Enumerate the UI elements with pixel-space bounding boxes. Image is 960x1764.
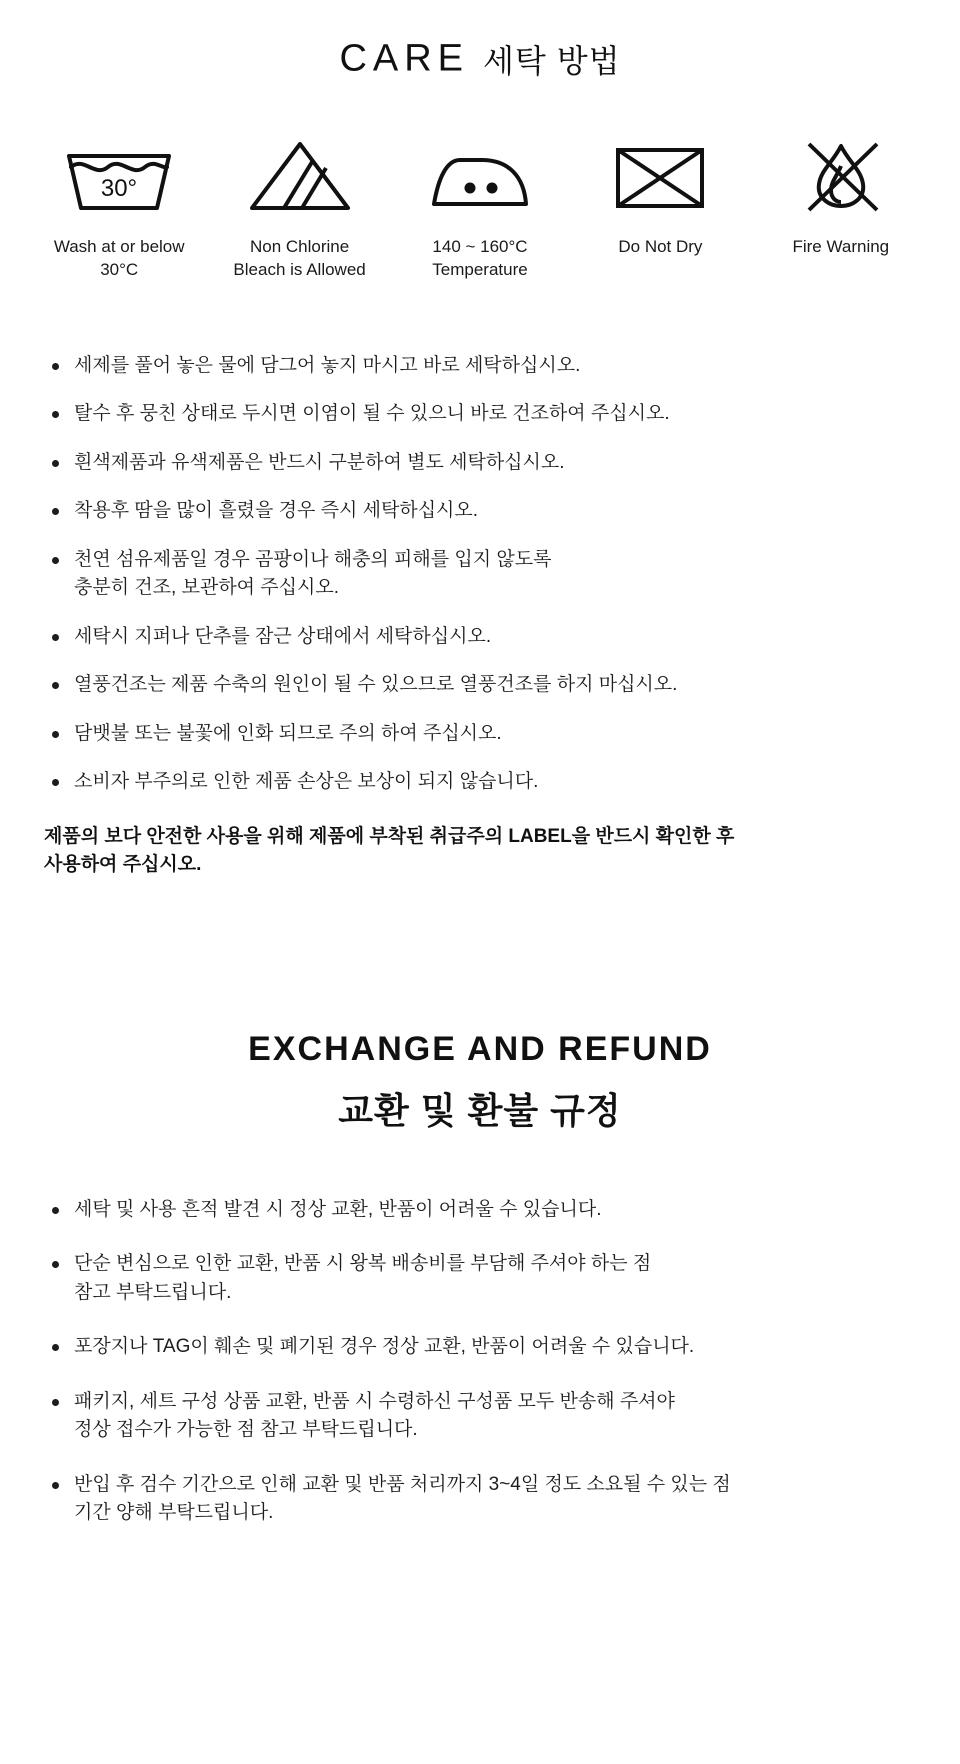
non-chlorine-bleach-triangle-icon bbox=[230, 130, 368, 222]
care-label-note bbox=[0, 823, 960, 880]
note-line: 제품의 보다 안전한 사용을 위해 제품에 부착된 취급주의 LABEL을 반드시 확인한 후 bbox=[44, 825, 735, 847]
note-line: 사용하여 주십시오. bbox=[44, 854, 202, 876]
list-item bbox=[42, 1388, 920, 1445]
care-symbol-wash bbox=[50, 130, 188, 282]
list-item-line: 열풍건조는 제품 수축의 원인이 될 수 있으므로 열풍건조를 하지 마십시오. bbox=[74, 674, 678, 696]
caption-line: Fire Warning bbox=[792, 237, 890, 256]
list-item bbox=[42, 352, 912, 381]
list-item-line: 천연 섬유제품일 경우 곰팡이나 해충의 피해를 입지 않도록 bbox=[74, 548, 552, 570]
care-symbol-bleach bbox=[230, 130, 368, 282]
list-item-line: 착용후 땀을 많이 흘렸을 경우 즉시 세탁하십시오. bbox=[74, 500, 479, 522]
list-item bbox=[42, 720, 912, 749]
caption-line: Wash at or bbox=[53, 237, 136, 256]
iron-two-dots-icon bbox=[411, 130, 549, 222]
list-item bbox=[42, 671, 912, 700]
list-item-line: 패키지, 세트 구성 상품 교환, 반품 시 수령하신 구성품 모두 반송해 주셔야 bbox=[74, 1390, 675, 1412]
list-item-line: 반입 후 검수 기간으로 인해 교환 및 반품 처리까지 3~4일 정도 소요될 수 있는 점 bbox=[74, 1473, 731, 1495]
list-item-line: 정상 접수가 가능한 점 참고 부탁드립니다. bbox=[74, 1419, 418, 1441]
list-item bbox=[42, 1333, 920, 1362]
exchange-heading bbox=[0, 1030, 960, 1134]
list-item bbox=[42, 1250, 920, 1307]
list-item bbox=[42, 768, 912, 797]
care-symbol-wash-caption bbox=[50, 236, 188, 282]
list-item-line: 충분히 건조, 보관하여 주십시오. bbox=[74, 577, 339, 599]
list-item-line: 참고 부탁드립니다. bbox=[74, 1281, 232, 1303]
list-item bbox=[42, 546, 912, 603]
list-item-line: 세탁 및 사용 흔적 발견 시 정상 교환, 반품이 어려울 수 있습니다. bbox=[74, 1198, 602, 1220]
caption-line: 140 ~ 160°C bbox=[432, 237, 528, 256]
list-item-line: 소비자 부주의로 인한 제품 손상은 보상이 되지 않습니다. bbox=[74, 771, 539, 793]
exchange-policy bbox=[0, 1196, 960, 1614]
fire-warning-icon bbox=[772, 130, 910, 222]
wash-temp-label: 30° bbox=[101, 175, 138, 202]
list-item-line: 세제를 풀어 놓은 물에 담그어 놓지 마시고 바로 세탁하십시오. bbox=[74, 354, 581, 376]
list-item bbox=[42, 400, 912, 429]
wash-tub-30-icon bbox=[50, 130, 188, 222]
exchange-title-kr: 교환 및 환불 규정 bbox=[338, 1089, 622, 1131]
care-symbol-row bbox=[0, 130, 960, 282]
list-item bbox=[42, 1471, 920, 1528]
caption-line: Temperature bbox=[432, 259, 528, 279]
care-title-en: CARE bbox=[339, 37, 470, 80]
list-item bbox=[42, 449, 912, 478]
care-symbol-no-dry-caption bbox=[591, 236, 729, 259]
list-item bbox=[42, 623, 912, 652]
care-heading bbox=[0, 0, 960, 82]
list-item-line: 탈수 후 뭉친 상태로 두시면 이염이 될 수 있으니 바로 건조하여 주십시오. bbox=[74, 403, 670, 425]
list-item-line: 흰색제품과 유색제품은 반드시 구분하여 별도 세탁하십시오. bbox=[74, 451, 565, 473]
care-symbol-fire bbox=[772, 130, 910, 259]
caption-line: Allowed bbox=[306, 259, 366, 279]
list-item-line: 담뱃불 또는 불꽃에 인화 되므로 주의 하여 주십시오. bbox=[74, 722, 502, 744]
list-item-line: 포장지나 TAG이 훼손 및 폐기된 경우 정상 교환, 반품이 어려울 수 있습니다. bbox=[74, 1336, 695, 1358]
list-item-line: 기간 양해 부탁드립니다. bbox=[74, 1502, 274, 1524]
exchange-title-en: EXCHANGE AND REFUND bbox=[248, 1029, 712, 1068]
do-not-tumble-dry-icon bbox=[591, 130, 729, 222]
caption-line: Non Chlorine bbox=[249, 237, 350, 256]
list-item-line: 단순 변심으로 인한 교환, 반품 시 왕복 배송비를 부담해 주셔야 하는 점 bbox=[74, 1253, 652, 1275]
caption-line: below 30°C bbox=[100, 237, 185, 279]
exchange-policy-list bbox=[42, 1196, 920, 1528]
caption-line: Bleach is bbox=[233, 259, 303, 279]
care-symbol-bleach-caption bbox=[230, 236, 368, 282]
care-symbol-iron bbox=[411, 130, 549, 282]
care-instructions bbox=[0, 352, 960, 797]
care-symbol-no-dry bbox=[591, 130, 729, 259]
list-item bbox=[42, 1196, 920, 1225]
care-instruction-list bbox=[42, 352, 912, 797]
care-symbol-iron-caption bbox=[411, 236, 549, 282]
list-item bbox=[42, 497, 912, 526]
caption-line: Do Not Dry bbox=[618, 237, 703, 256]
care-title-kr: 세탁 방법 bbox=[483, 43, 621, 79]
list-item-line: 세탁시 지퍼나 단추를 잠근 상태에서 세탁하십시오. bbox=[74, 625, 492, 647]
care-symbol-fire-caption bbox=[772, 236, 910, 259]
